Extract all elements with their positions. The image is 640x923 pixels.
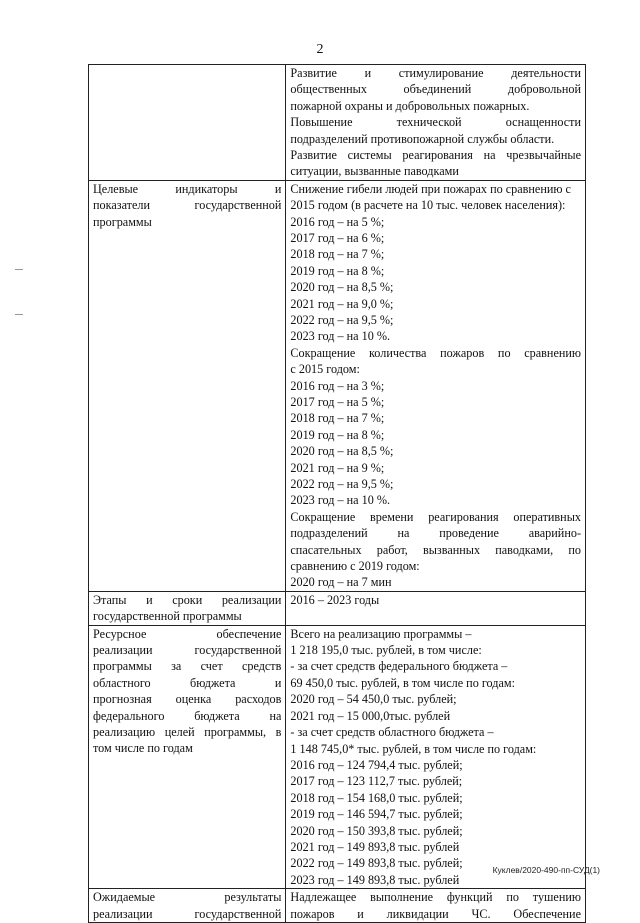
- value-line: 2022 год – 149 893,8 тыс. рублей;: [290, 856, 463, 871]
- row-value-cell: [286, 591, 586, 625]
- value-line: 2016 год – на 5 %;: [290, 214, 385, 229]
- value-line: 2019 год – на 8 %;: [290, 427, 385, 442]
- value-line: 2023 год – 149 893,8 тыс. рублей: [290, 872, 460, 887]
- label-line: Этапы и сроки реализации: [93, 592, 282, 607]
- value-line: подразделений противопожарной службы области.: [290, 131, 555, 146]
- value-line: 2015 годом (в расчете на 10 тыс. человек населения):: [290, 198, 566, 213]
- row-value-cell: [286, 180, 586, 591]
- label-line: государственной программы: [93, 609, 242, 624]
- value-line: сравнению с 2019 годом:: [290, 559, 420, 574]
- value-line: 2019 год – 146 594,7 тыс. рублей;: [290, 807, 463, 822]
- label-line: Целевые индикаторы и: [93, 181, 282, 196]
- value-line: пожаров и ликвидации ЧС. Обеспечение: [290, 906, 581, 921]
- label-line: показатели государственной: [93, 198, 282, 213]
- value-line: 2021 год – 15 000,0тыс. рублей: [290, 708, 451, 723]
- value-line: 2019 год – на 8 %;: [290, 263, 385, 278]
- value-line: - за счет средств федерального бюджета –: [290, 659, 508, 674]
- value-line: 2023 год – на 10 %.: [290, 329, 391, 344]
- table-row: [89, 65, 586, 181]
- table-row: [89, 625, 586, 889]
- table-row: [89, 889, 586, 923]
- value-line: Надлежащее выполнение функций по тушению: [290, 890, 581, 905]
- value-line: 1 218 195,0 тыс. рублей, в том числе:: [290, 643, 482, 658]
- label-line: том числе по годам: [93, 741, 193, 756]
- label-line: областного бюджета и: [93, 675, 282, 690]
- row-value-cell: [286, 889, 586, 923]
- value-line: 2020 год – на 8,5 %;: [290, 444, 394, 459]
- margin-mark: [15, 269, 23, 270]
- label-line: реализацию целей программы, в: [93, 725, 282, 740]
- value-line: общественных объединений добровольной: [290, 82, 581, 97]
- value-line: 2018 год – на 7 %;: [290, 411, 385, 426]
- value-line: 2020 год – 150 393,8 тыс. рублей;: [290, 823, 463, 838]
- page-number: 2: [316, 42, 324, 57]
- table-row: [89, 180, 586, 591]
- value-line: пожарной охраны и добровольных пожарных.: [290, 98, 530, 113]
- row-label-cell: [89, 591, 286, 625]
- label-line: федерального бюджета на: [93, 708, 282, 723]
- row-label-cell: [89, 65, 286, 181]
- value-line: 2021 год – на 9 %;: [290, 460, 385, 475]
- value-line: 2018 год – на 7 %;: [290, 247, 385, 262]
- program-passport-table: [88, 64, 586, 923]
- label-line: прогнозная оценка расходов: [93, 692, 282, 707]
- value-line: 2022 год – на 9,5 %;: [290, 477, 394, 492]
- value-line: 2023 год – на 10 %.: [290, 493, 391, 508]
- value-line: - за счет средств областного бюджета –: [290, 725, 494, 740]
- document-code: Куклев/2020-490-пп-СУД(1): [492, 865, 600, 875]
- value-line: ситуации, вызванные паводками: [290, 164, 459, 179]
- value-line: 2017 год – на 5 %;: [290, 395, 385, 410]
- label-line: Ресурсное обеспечение: [93, 626, 282, 641]
- margin-mark: [15, 314, 23, 315]
- label-line: программы: [93, 214, 152, 229]
- value-line: 2016 год – на 3 %;: [290, 378, 385, 393]
- value-line: Снижение гибели людей при пожарах по сравнению с: [290, 181, 571, 196]
- value-line: 2021 год – на 9,0 %;: [290, 296, 394, 311]
- label-line: реализации государственной: [93, 906, 282, 921]
- value-line: 2022 год – на 9,5 %;: [290, 313, 394, 328]
- value-line: Повышение технической оснащенности: [290, 115, 581, 130]
- value-line: Развитие и стимулирование деятельности: [290, 66, 581, 80]
- value-line: 2018 год – 154 168,0 тыс. рублей;: [290, 790, 463, 805]
- table-row: [89, 591, 586, 625]
- value-line: 2020 год – на 8,5 %;: [290, 280, 394, 295]
- value-line: с 2015 годом:: [290, 362, 360, 377]
- value-line: 2020 год – 54 450,0 тыс. рублей;: [290, 692, 457, 707]
- value-line: Развитие системы реагирования на чрезвычайные: [290, 147, 581, 162]
- value-line: подразделений на проведение аварийно-: [290, 526, 581, 541]
- value-line: Всего на реализацию программы –: [290, 626, 472, 641]
- row-value-cell: [286, 625, 586, 889]
- value-line: 2016 – 2023 годы: [290, 592, 380, 607]
- value-line: спасательных работ, вызванных паводками, по: [290, 542, 581, 557]
- value-line: 2016 год – 124 794,4 тыс. рублей;: [290, 757, 463, 772]
- value-line: 2021 год – 149 893,8 тыс. рублей: [290, 839, 460, 854]
- value-line: 1 148 745,0* тыс. рублей, в том числе по годам:: [290, 741, 537, 756]
- value-line: Сокращение времени реагирования оперативных: [290, 509, 581, 524]
- row-label-cell: [89, 625, 286, 889]
- value-line: 2020 год – на 7 мин: [290, 575, 392, 590]
- value-line: Сокращение количества пожаров по сравнению: [290, 345, 581, 360]
- value-line: 2017 год – на 6 %;: [290, 231, 385, 245]
- row-value-cell: [286, 65, 586, 181]
- label-line: реализации государственной: [93, 643, 282, 658]
- label-line: Ожидаемые результаты: [93, 890, 282, 905]
- value-line: 2017 год – 123 112,7 тыс. рублей;: [290, 774, 463, 789]
- row-label-cell: [89, 180, 286, 591]
- table-body: [89, 65, 586, 923]
- value-line: 69 450,0 тыс. рублей, в том числе по годам:: [290, 675, 515, 690]
- row-label-cell: [89, 889, 286, 923]
- label-line: программы за счет средств: [93, 659, 282, 674]
